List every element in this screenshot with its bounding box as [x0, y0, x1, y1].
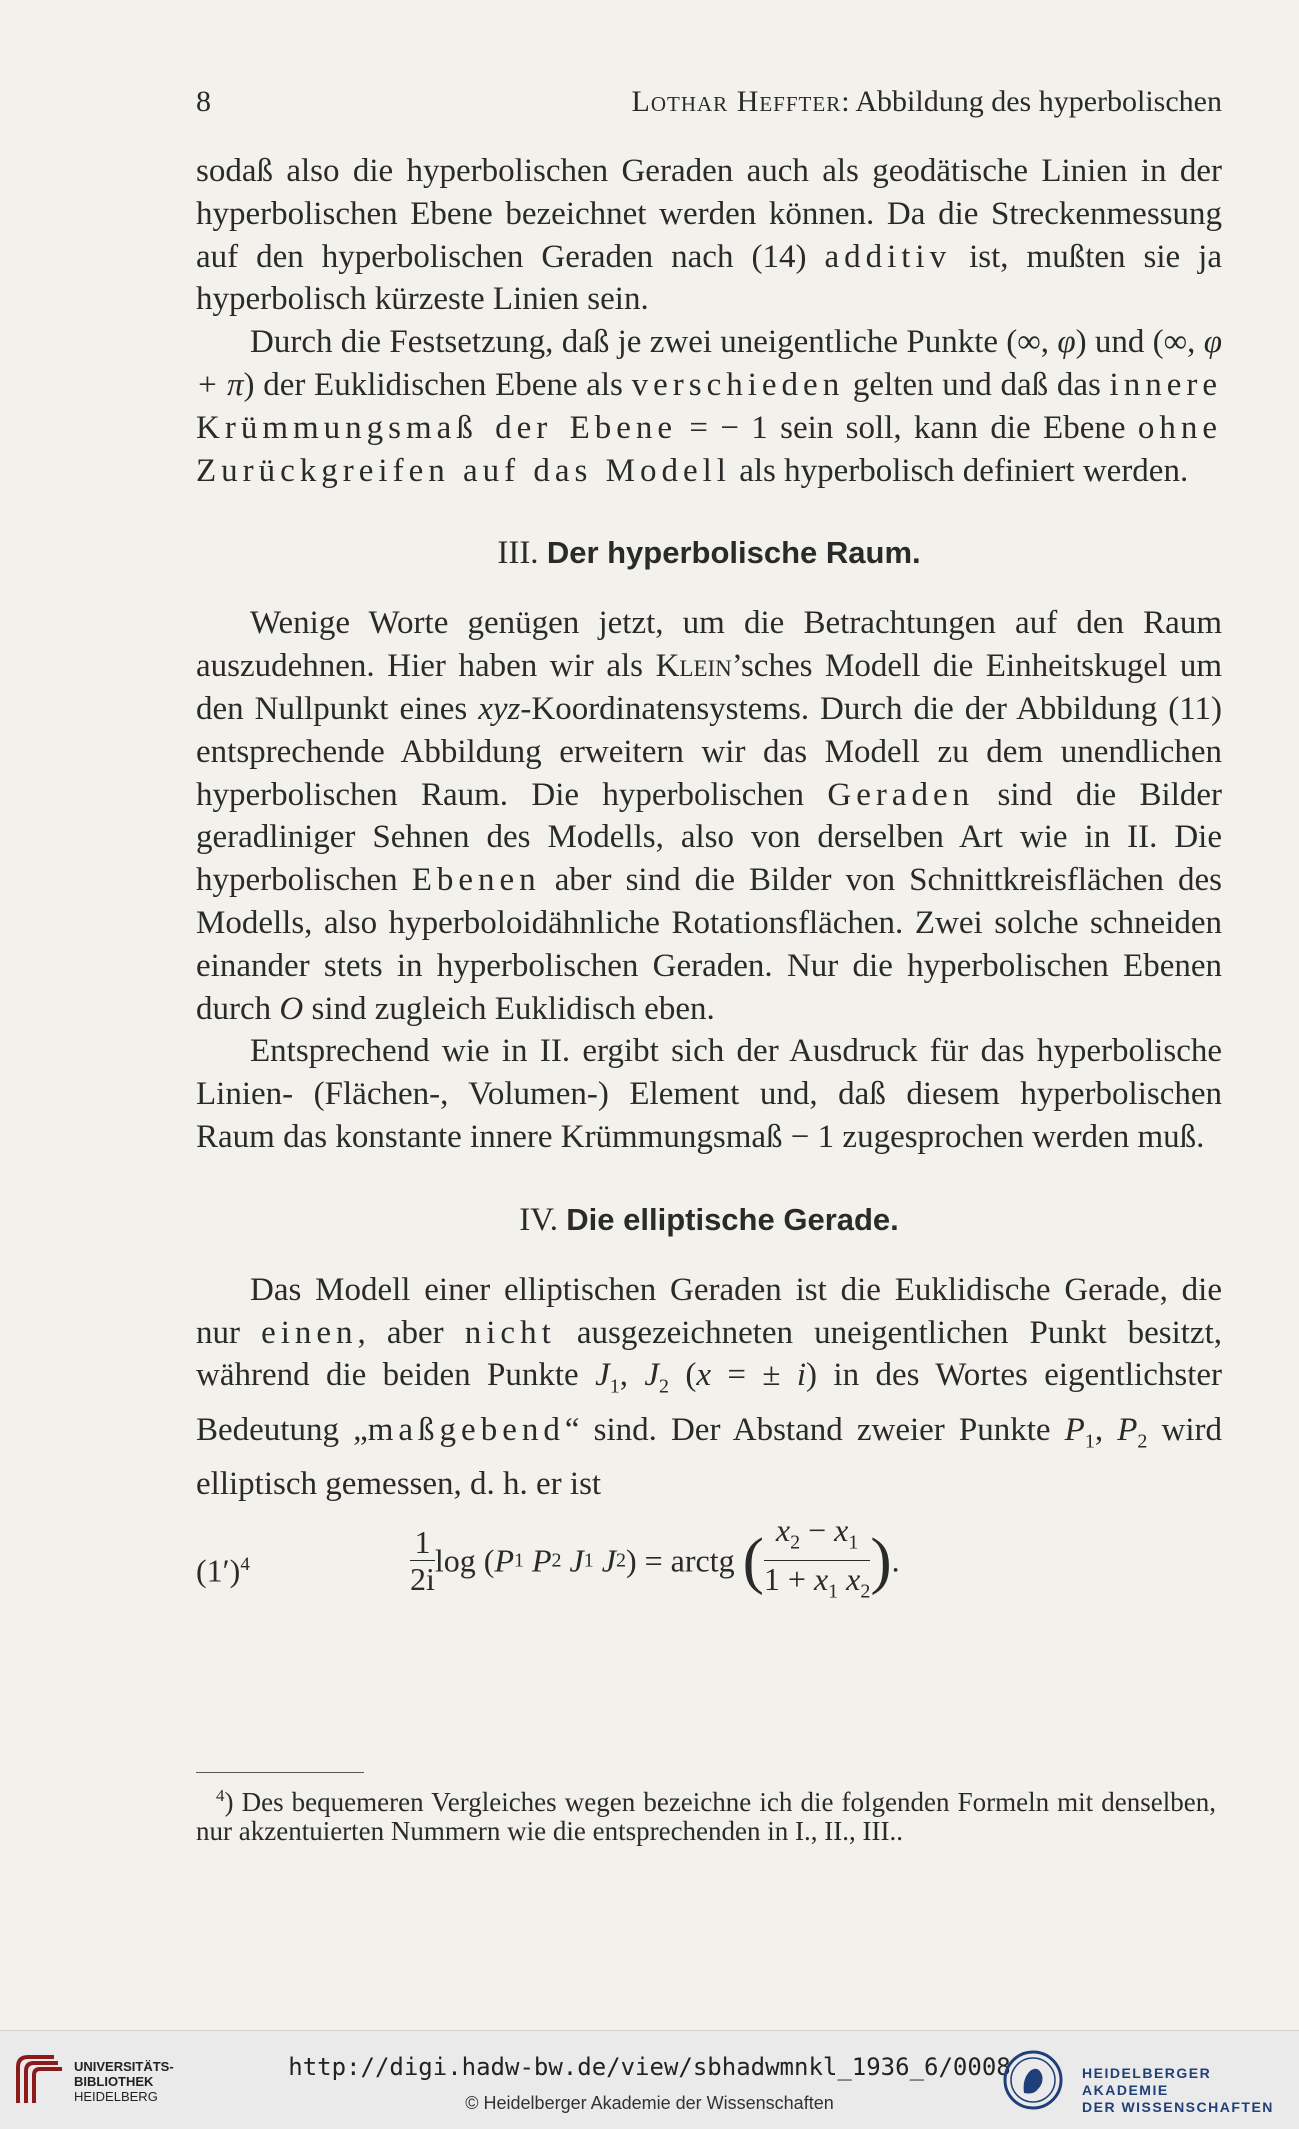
text-run: = ± — [711, 1357, 797, 1394]
body-text — [196, 150, 1222, 1612]
text-run: ’sches Modell die Einheitskugel um den Nullpunkt eines — [196, 648, 1222, 727]
paragraph-1 — [196, 150, 1222, 321]
text-run: ) in des Wortes eigentlichster Bedeutung „ — [196, 1357, 1223, 1448]
math-symbol: P — [1117, 1411, 1138, 1448]
text-run: ausgezeichneten uneigentlichen Punkt besitzt, während die beiden Punkte — [196, 1314, 1222, 1394]
page-number: 8 — [196, 85, 211, 118]
text-run: Wenige Worte genügen jetzt, um die Betrachtungen auf den Raum auszudehnen. Hier haben wir als — [196, 605, 1222, 685]
formula-1-prime — [196, 1512, 1222, 1612]
paragraph-5 — [196, 1269, 1222, 1506]
math-symbol: i — [796, 1357, 807, 1394]
subscript: 2 — [1137, 1430, 1148, 1453]
left-paren: ( — [742, 1524, 764, 1596]
subscript: 1 — [513, 1549, 524, 1572]
one-plus: 1 + — [763, 1561, 814, 1598]
spaced-text: innere Krümmungsmaß der Ebene — [196, 366, 1222, 446]
text-run: ( — [669, 1357, 697, 1394]
log-text: log ( — [434, 1542, 495, 1579]
denominator — [410, 1561, 435, 1597]
text-run: , — [1094, 1411, 1118, 1448]
text-run: sodaß also die hyperbolischen Geraden auch als geodätische Linien in der hyperbolischen Ebene bezeichnet werden können. Da die Streckenmessung auf den hyperbolischen Geraden nach (14) — [196, 153, 1222, 275]
period: . — [891, 1542, 900, 1579]
minus-sign: − — [800, 1511, 835, 1548]
math-symbol: J — [595, 1357, 610, 1394]
text-run: , — [619, 1357, 645, 1394]
footnote-rule — [196, 1772, 364, 1773]
section-title: Die elliptische Gerade. — [566, 1201, 899, 1237]
math-symbol: x — [846, 1561, 861, 1598]
spaced-text: maßgebend — [367, 1411, 565, 1448]
section-heading-4 — [196, 1173, 1222, 1267]
paragraph-4: Entsprechend wie in II. ergibt sich der Ausdruck für das hyperbolische Linien- (Flächen-, Volumen-) Element und, daß diesem hyperbolischen Raum das konstante innere Krümmungsmaß − 1 zugesprochen werden muß. — [196, 1033, 1222, 1155]
math-symbol: x — [696, 1357, 712, 1394]
section-title: Der hyperbolische Raum. — [546, 535, 921, 571]
text-run: aber sind die Bilder von Schnittkreisflächen des Modells, also hyperboloidähnliche Rotationsflächen. Zwei solche schneiden einander stets in hyperbolischen Geraden. Nur die hyperbolischen Ebenen durch — [196, 862, 1222, 1027]
subscript: 1 — [609, 1375, 620, 1398]
author-name: Lothar Heffter — [631, 85, 842, 118]
text-run: ist, mußten sie ja hyperbolisch kürzeste Linien sein. — [196, 238, 1222, 318]
denominator-text: 2i — [410, 1561, 435, 1598]
math-symbol: J — [601, 1542, 616, 1579]
spaced-text: ohne Zurückgreifen auf das Modell — [196, 409, 1222, 489]
text-run: = − 1 sein soll, kann die Ebene — [677, 409, 1138, 446]
running-title-text: : Abbildung des hyperbolischen — [841, 85, 1222, 118]
footnote-ref: 4 — [240, 1553, 250, 1575]
math-symbol: φ + π — [196, 324, 1222, 403]
text-run: ) und (∞, — [1075, 324, 1204, 361]
spaced-text: Ebenen — [411, 862, 541, 899]
paragraph-2 — [196, 321, 1222, 492]
numerator: 1 — [410, 1524, 435, 1561]
subscript: 2 — [551, 1549, 562, 1572]
text-run: ) der Euklidischen Ebene als — [243, 366, 632, 403]
math-symbol: J — [644, 1357, 659, 1394]
text-run: sind die Bilder geradliniger Sehnen des Modells, also von derselben Art wie in II. Die hyperbolischen — [196, 776, 1222, 899]
denominator — [764, 1561, 870, 1609]
subscript: 2 — [659, 1375, 669, 1398]
text-run: Durch die Festsetzung, daß je zwei uneigentliche Punkte (∞, — [250, 324, 1058, 361]
footer-bar — [0, 2030, 1299, 2129]
numerator — [764, 1512, 870, 1561]
formula-body — [410, 1512, 900, 1612]
ub-line-3: HEIDELBERG — [74, 2089, 158, 2104]
text-run: “ sind. Der Abstand zweier Punkte — [564, 1411, 1065, 1448]
section-number: III. — [497, 535, 539, 572]
subscript: 2 — [790, 1531, 801, 1554]
academy-seal-icon[interactable] — [1002, 2049, 1064, 2111]
spaced-text: Geraden — [827, 776, 975, 813]
footnote-text: ) Des bequemeren Vergleiches wegen bezeichne ich die folgenden Formeln mit denselben, nur akzentuierten Nummern wie die entsprechenden in I., II., III.. — [196, 1787, 1216, 1846]
text-run: Das Modell einer elliptischen Geraden ist die Euklidische Gerade, die nur — [196, 1271, 1222, 1351]
running-title — [632, 85, 1222, 119]
fraction-one-over-2i — [410, 1524, 435, 1597]
text-run: -Koordinatensystems. Durch die der Abbildung (11) entsprechende Abbildung erweitern wir das Modell zu dem unendlichen hyperbolischen Raum. Die hyperbolischen — [196, 690, 1222, 813]
subscript: 1 — [583, 1549, 594, 1572]
math-symbol: x — [834, 1511, 849, 1548]
footnote — [196, 1781, 1216, 1846]
spaced-text: verschieden — [631, 366, 845, 403]
formula-number: (1′) — [196, 1552, 241, 1589]
author-ref: Klein — [655, 648, 732, 685]
footnote-mark: 4 — [216, 1786, 225, 1805]
fraction-arctg-argument — [764, 1512, 870, 1610]
math-symbol: xyz — [478, 690, 521, 727]
text-run: sind zugleich Euklidisch eben. — [303, 990, 715, 1027]
permalink-url[interactable]: http://digi.hadw-bw.de/view/sbhadwmnkl_1936_6/0008 — [288, 2053, 1011, 2081]
subscript: 2 — [615, 1549, 626, 1572]
spaced-text: einen — [261, 1314, 358, 1351]
subscript: 1 — [828, 1580, 839, 1603]
copyright-notice: © Heidelberger Akademie der Wissenschaften — [465, 2093, 834, 2113]
section-heading-3 — [196, 506, 1222, 600]
formula-label — [196, 1544, 250, 1592]
running-head — [196, 85, 1222, 125]
math-symbol: P — [494, 1542, 514, 1579]
arctg-text: ) = arctg — [625, 1542, 735, 1579]
spaced-text: nicht — [464, 1314, 556, 1351]
math-symbol: P — [1064, 1411, 1085, 1448]
math-symbol: O — [279, 990, 304, 1027]
math-symbol: x — [775, 1511, 791, 1548]
section-number: IV. — [519, 1201, 559, 1238]
text-run: gelten und daß das — [844, 366, 1110, 403]
subscript: 1 — [1084, 1430, 1095, 1453]
math-symbol: φ — [1057, 324, 1076, 361]
academy-line-2: DER WISSENSCHAFTEN — [1082, 2099, 1274, 2115]
spaced-text: additiv — [824, 238, 952, 275]
math-symbol: P — [531, 1542, 552, 1579]
academy-name — [1082, 2065, 1299, 2116]
math-symbol: x — [813, 1561, 829, 1598]
ub-line-2: BIBLIOTHEK — [74, 2074, 154, 2089]
academy-line-1: HEIDELBERGER AKADEMIE — [1082, 2065, 1212, 2098]
text-run: wird elliptisch gemessen, d. h. er ist — [196, 1411, 1222, 1503]
text-run: als hyperbolisch definiert werden. — [730, 452, 1189, 489]
ub-line-1: UNIVERSITÄTS- — [74, 2059, 174, 2074]
paragraph-3 — [196, 602, 1222, 1030]
subscript: 2 — [860, 1580, 871, 1603]
subscript: 1 — [848, 1531, 859, 1554]
right-paren: ) — [870, 1524, 892, 1596]
math-symbol: J — [569, 1542, 584, 1579]
text-run: , aber — [357, 1314, 465, 1351]
